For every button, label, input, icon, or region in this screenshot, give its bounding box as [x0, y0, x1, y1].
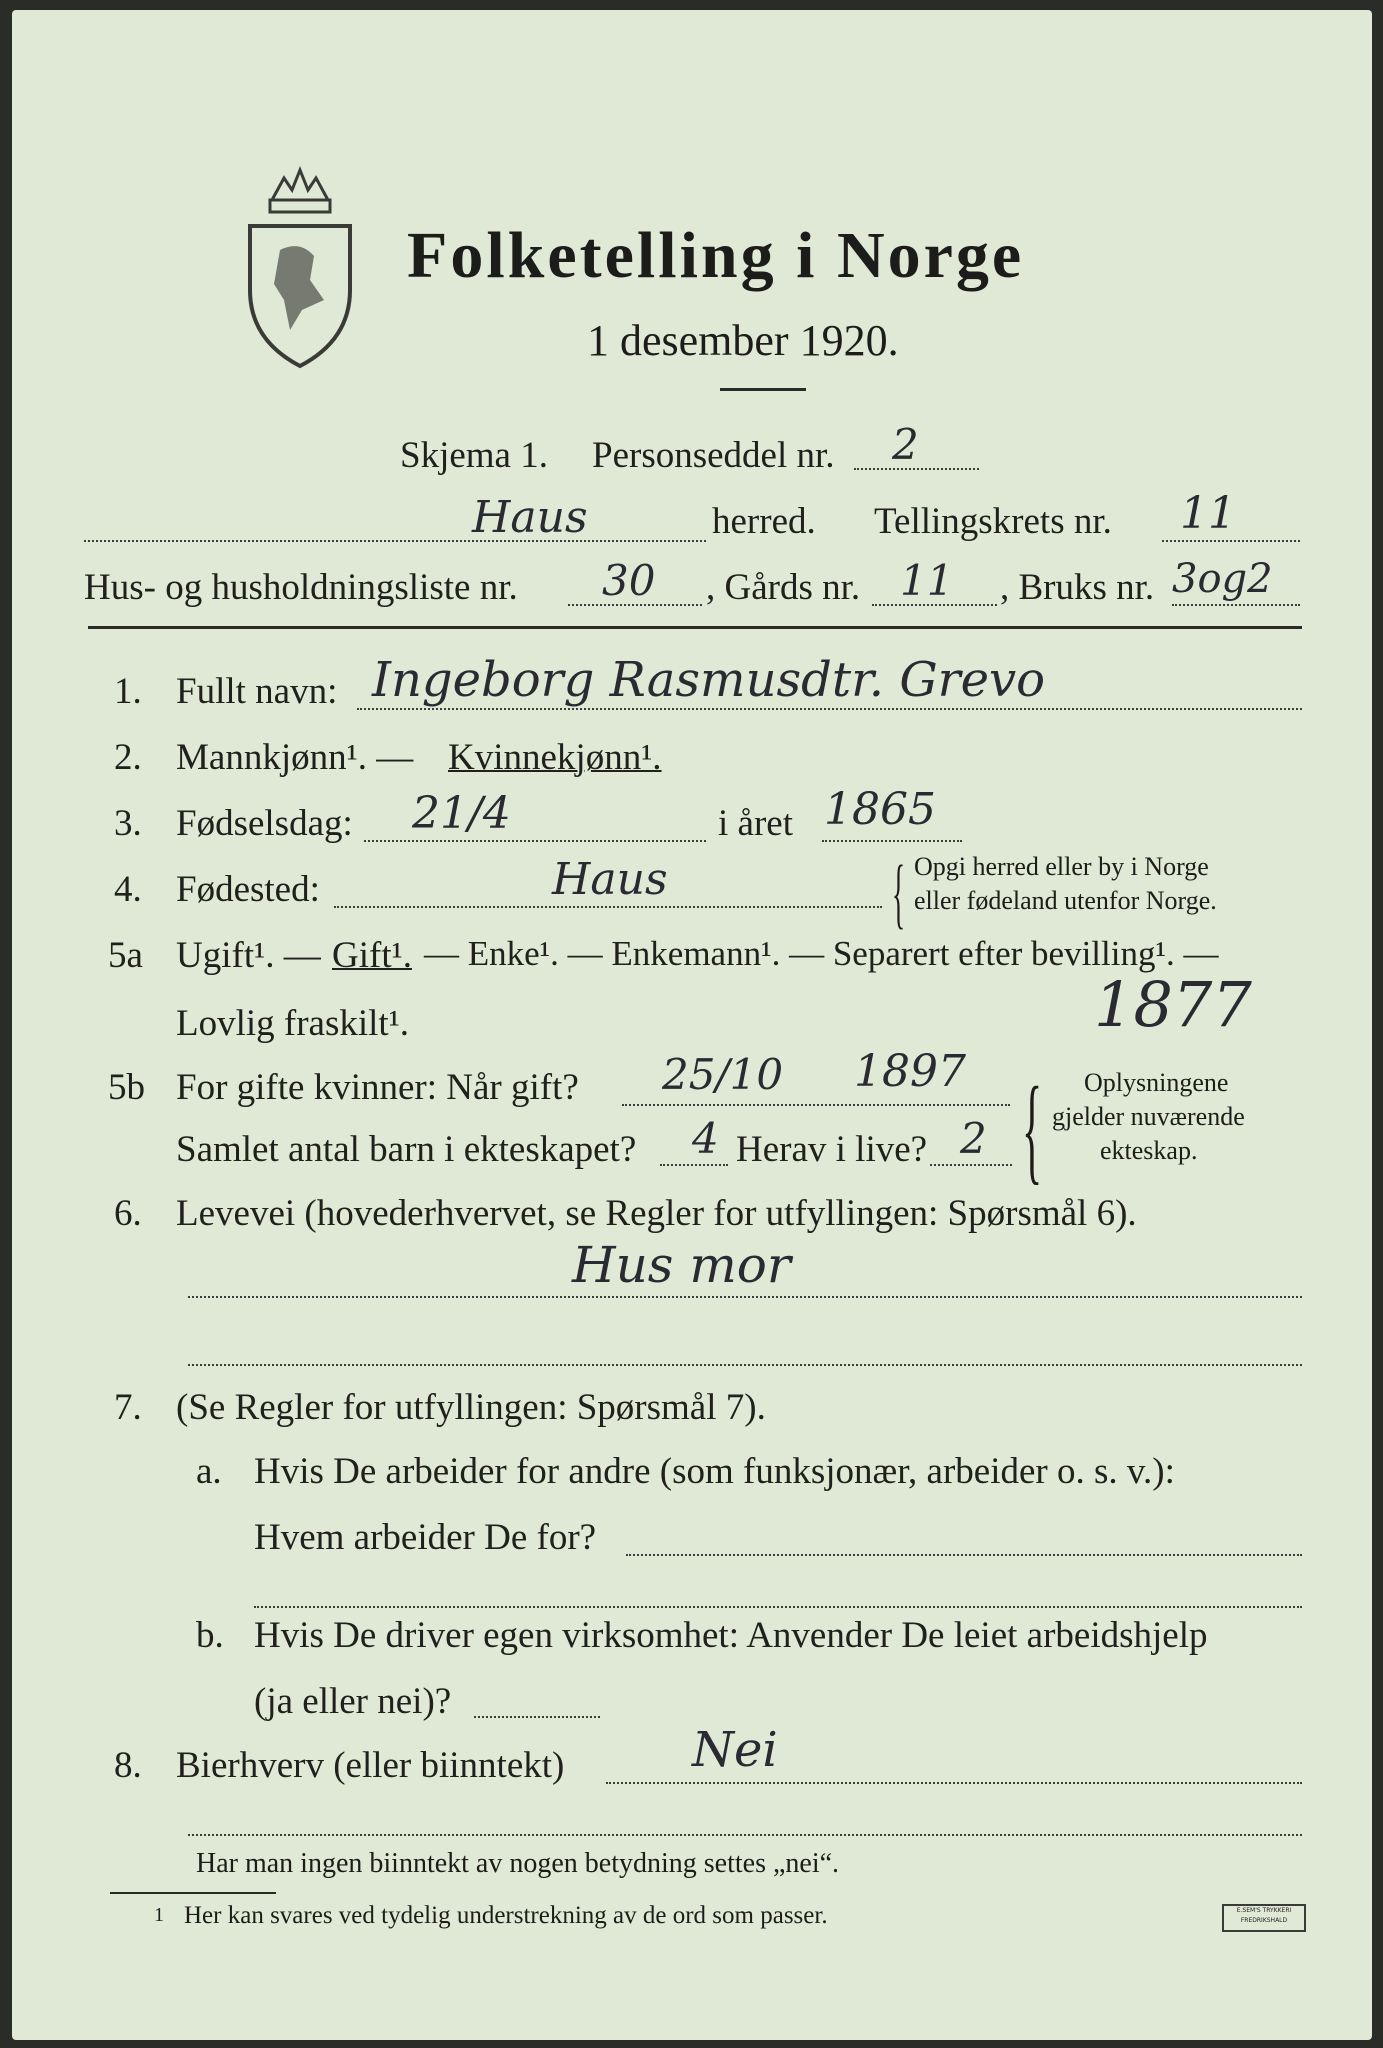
q5b-note-line1: Oplysningene — [1084, 1068, 1229, 1097]
personseddel-label: Personseddel nr. — [592, 435, 835, 476]
tellingskrets-value[interactable]: 11 — [1180, 488, 1236, 539]
q7b-letter: b. — [196, 1615, 224, 1656]
skjema-label: Skjema 1. — [400, 435, 548, 476]
q4-note-line1: Opgi herred eller by i Norge — [914, 852, 1209, 881]
q5b-marriage-date[interactable]: 25/10 — [662, 1050, 784, 1099]
q5b-date-line — [622, 1104, 1010, 1106]
q5b-marriage-year[interactable]: 1897 — [854, 1046, 966, 1097]
q3-year-label: i året — [718, 803, 793, 844]
bruks-line — [1172, 604, 1300, 606]
q7a-letter: a. — [196, 1451, 222, 1492]
census-date: 1 desember 1920. — [587, 316, 899, 365]
q5a-fraskilt-option[interactable]: Lovlig fraskilt¹. — [176, 1003, 410, 1044]
q5b-live-label: Herav i live? — [736, 1129, 928, 1170]
q8-side-income[interactable]: Nei — [692, 1722, 778, 1778]
bruks-value[interactable]: 3og2 — [1172, 556, 1273, 602]
q3-label: Fødselsdag: — [176, 803, 353, 844]
q6-label: Levevei (hovederhvervet, se Regler for utfyllingen: Spørsmål 6). — [176, 1193, 1137, 1234]
q2-kvinne-option[interactable]: Kvinnekjønn¹. — [448, 737, 662, 778]
q5a-gift-option[interactable]: Gift¹. — [332, 935, 412, 976]
q4-birthplace[interactable]: Haus — [552, 854, 668, 905]
printer-stamp-text: E.SEM'S TRYKKERI FREDRIKSHALD — [1236, 1907, 1292, 1924]
q2-mann-option[interactable]: Mannkjønn¹. — — [176, 737, 414, 778]
q5b-barn-line — [660, 1164, 728, 1166]
q5b-label: For gifte kvinner: Når gift? — [176, 1067, 579, 1108]
q5b-children-living[interactable]: 2 — [960, 1114, 987, 1163]
q7a-label: Hvis De arbeider for andre (som funksjonær, arbeider o. s. v.): — [254, 1451, 1175, 1492]
q7b-label2: (ja eller nei)? — [254, 1681, 452, 1722]
q4-number: 4. — [114, 869, 142, 910]
herred-label: herred. — [712, 501, 816, 542]
header-divider — [88, 626, 1302, 629]
q1-full-name[interactable]: Ingeborg Rasmusdtr. Grevo — [372, 652, 1046, 708]
q6-occupation[interactable]: Hus mor — [572, 1236, 791, 1294]
q8-label: Bierhverv (eller biinntekt) — [176, 1745, 565, 1786]
q5b-note-line3: ekteskap. — [1100, 1136, 1198, 1165]
q5b-barn-label: Samlet antal barn i ekteskapet? — [176, 1129, 637, 1170]
gards-value[interactable]: 11 — [900, 556, 954, 605]
q5b-children-total[interactable]: 4 — [692, 1114, 719, 1163]
q3-birth-year[interactable]: 1865 — [824, 784, 936, 835]
q4-brace: { — [892, 849, 906, 936]
q6-line2 — [188, 1364, 1302, 1366]
husliste-label: Hus- og husholdningsliste nr. — [84, 567, 518, 608]
herred-value[interactable]: Haus — [472, 492, 588, 543]
q5b-note-line2: gjelder nuværende — [1052, 1102, 1245, 1131]
husliste-value[interactable]: 30 — [602, 556, 656, 605]
q7b-label: Hvis De driver egen virksomhet: Anvender De leiet arbeidshjelp — [254, 1615, 1208, 1656]
q8-line2 — [188, 1834, 1302, 1836]
q7a-label2: Hvem arbeider De for? — [254, 1517, 597, 1558]
tellingskrets-line — [1162, 540, 1300, 542]
q7-number: 7. — [114, 1387, 142, 1428]
q6-number: 6. — [114, 1193, 142, 1234]
coat-of-arms-emblem — [240, 160, 360, 370]
q5b-number: 5b — [108, 1067, 145, 1108]
footnote-text: Her kan svares ved tydelig understrekning av de ord som passer. — [184, 1902, 828, 1929]
q7b-line — [474, 1716, 600, 1718]
title-divider — [720, 388, 806, 391]
census-form — [12, 10, 1372, 2040]
q7-label: (Se Regler for utfyllingen: Spørsmål 7). — [176, 1387, 766, 1428]
q5a-other-options[interactable]: — Enke¹. — Enkemann¹. — Separert efter bevilling¹. — — [424, 934, 1219, 973]
q5a-ugift-option[interactable]: Ugift¹. — — [176, 935, 321, 976]
q5a-margin-note: 1877 — [1094, 968, 1252, 1041]
q3-birth-day[interactable]: 21/4 — [412, 788, 511, 839]
q1-line — [357, 708, 1302, 710]
q4-note-line2: eller fødeland utenfor Norge. — [914, 886, 1217, 915]
q2-number: 2. — [114, 737, 142, 778]
q7a-line1 — [626, 1554, 1302, 1556]
tellingskrets-label: Tellingskrets nr. — [874, 501, 1112, 542]
q6-line1 — [188, 1296, 1302, 1298]
printer-stamp — [1222, 1904, 1306, 1932]
q3-number: 3. — [114, 803, 142, 844]
herred-line — [84, 540, 706, 542]
form-title: Folketelling i Norge — [407, 219, 1025, 292]
q4-line — [334, 906, 882, 908]
note-nei: Har man ingen biinntekt av nogen betydning settes „nei“. — [196, 1848, 840, 1879]
q1-number: 1. — [114, 671, 142, 712]
q5b-live-line — [930, 1164, 1012, 1166]
personseddel-value[interactable]: 2 — [892, 420, 919, 469]
footnote-mark: 1 — [154, 1904, 164, 1926]
footnote-divider — [110, 1892, 276, 1894]
q4-label: Fødested: — [176, 869, 320, 910]
q3-line — [364, 840, 706, 842]
q8-number: 8. — [114, 1745, 142, 1786]
q8-line1 — [606, 1782, 1302, 1784]
gards-label: , Gårds nr. — [706, 567, 861, 608]
bruks-label: , Bruks nr. — [1000, 567, 1155, 608]
q5b-brace: { — [1022, 1062, 1043, 1195]
q3-year-line — [822, 840, 962, 842]
q1-label: Fullt navn: — [176, 671, 338, 712]
q7a-line2 — [254, 1606, 1302, 1608]
q5a-number: 5a — [108, 935, 143, 976]
